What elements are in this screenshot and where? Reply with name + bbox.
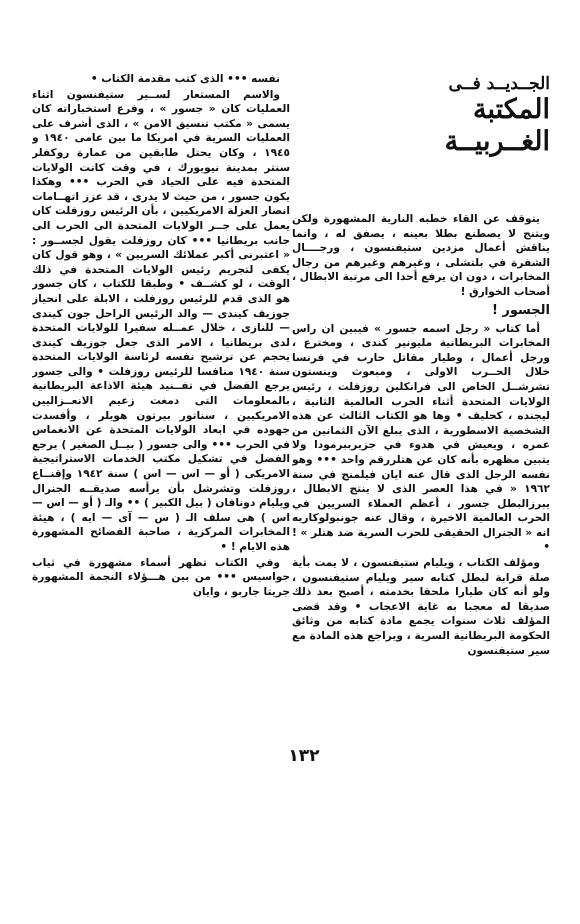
main-title-line-2: الغــربيــة xyxy=(444,126,550,157)
main-title-line-1: المكتبة xyxy=(472,94,550,125)
right-text-column xyxy=(292,212,550,742)
section-heading: الجسور ! xyxy=(491,302,550,318)
body-paragraph: وفي الكتاب تظهر أسماء مشهورة في ثياب جواسيس ••• من بين هـــؤلاء النجمة المشهورة جريتا جاربو ، وايان xyxy=(32,556,290,598)
body-paragraph: والاسم المستعار لســير ستيفنسون اثناء العمليات كان « جسور » ، وفرع استخباراته كان يسمى « مكتب تنسيق الامن » ، الذى أشرف على العمليات السرية في امريكا ما بين عامى ١٩٤٠ و ١٩٤٥ ، وكان يحتل طابقين من عمارة روكفلر سنتر بمدينة نيويورك ، في وقت كانت الولايات المتحدة فيه على الحياد في الحرب ••• وهكذا يكون جسور ، من حيث لا يدرى ، قد عزز اتهــامات انصار العزلة الامريكيين ، بأن الرئيس روزفلت كان يعمل على جــر الولايات المتحدة الى الحرب الى جانب بريطانيا ••• كان روزفلت يقول لجســور : « اعتبرنى أكبر عملائك السريين » ، وهو قول كان يكفى لتجريم رئيس الولايات المتحدة في ذلك الوقت ، لو كشــف • وطبقا للكتاب ، كان جسور هو الذى قدم للرئيس روزفلت ، الابلة على انحياز جوزيف كيندى — والد الرئيس الراحل جون كيندى — للنازى ، خلال عمــله سفيرا للولايات المتحدة لدى بريطانيا ، الامر الذى جعل جوزيف كيندى يحجم عن ترشيح نفسه لرئاسة الولايات المتحدة سنة ١٩٤٠ منافسا للرئيس روزفلت • والى جسور يرجع الفضل في تفــنيد هيئة الاذاعة البريطانية بالمعلومات التى دمغت زعيم الانعــزاليين الامريكيين ، سناتور بيرتون هويلر ، وأفسدت جهوده في ابعاد الولايات المتحدة عن الانغماس في الحرب ••• والى جسور ( بيــل الصغير ) يرجع الفضل في تشكيل مكتب الخدمات الاستراتيجية الامريكى ( أو — اس — اس ) سنة ١٩٤٢ وإقنــاع روزفلت وتشرشل بأن يرأسه صديقــه الجنرال ويليام دونافان ( بيل الكبير ) •• والـ ( أو — اس — اس ) هى سلف الـ ( س — آى — ايه ) ، هيئة المخابرات المركزية ، صاحبة الفضائح المشهورة هذه الايام ! • xyxy=(32,88,290,553)
section-header xyxy=(300,74,550,174)
left-text-column xyxy=(32,72,290,832)
series-title: الجــديــد فــى xyxy=(448,74,550,94)
body-paragraph: ومؤلف الكتاب ، ويليام ستيفنسون ، لا يمت بأية صلة قرابة لبطل كتابه سير ويليام ستيفنسون ، ولو أنه كان طيارا ملحقا بخدمته ، أصبح بعد ذلك صديقا له معجبا به غاية الاعجاب • وقد قضى المؤلف ثلاث سنوات يجمع مادة كتابه من وثائق الحكومة البريطانية السرية ، ويراجع هذه المادة مع سير ستيفنسون xyxy=(292,557,550,657)
page-number: ١٣٢ xyxy=(288,746,320,766)
body-paragraph: نفسه ••• الذى كتب مقدمة الكتاب • xyxy=(90,73,280,85)
body-paragraph: أما كتاب « رجل اسمه جسور » فيبين ان راس المخابرات البريطانية مليونير كندى ، ومخترع ، ورجل أعمال ، وطيار مقاتل حارب في فرنسا خلال الحــرب الاولى ، ومبعوث وينستون تشرشــل الخاص الى فرانكلين روزفلت ، رئيس الولايات المتحدة أثناء الحرب العالمية الثانية ، ليجنده ، كحليف • وها هو الكتاب الثالث عن هذه الشخصية الاسطورية ، الذى يبلغ الآن الثمانين من عمره ، ويعيش في هدوء في جزيرببرمودا ولا يتبين مظهره بأنه كان عن هتلررقم واحد ••• وهو نفسه الرجل الذى قال عنه ايان فيلمنج في سنة ١٩٦٢ « في هذا العصر الذى لا ينتج الابطال ، يبرزالبطل جسور ، أعظم العملاء السريين في الحرب العالمية الاخيرة ، وقال عنه جونبولوكاريه انه « الجنرال الحقيقى للحرب السرية ضد هتلر » ! • xyxy=(292,322,550,554)
intro-paragraph: يتوقف عن القاء خطبه النارية المشهورة ولكن ويتنج لا يصطنع بطلا بعينه ، يصفق له ، وانما يناقش أعمال مزدين ستيفنسون ، ورجــــال الشفرة في بلتشلى ، وغيرهم وغيرهم من رجال المخابرات ، دون ان يرفع أحدا الى مرتبة الابطال ، أصحاب الخوارق ! xyxy=(292,213,550,298)
